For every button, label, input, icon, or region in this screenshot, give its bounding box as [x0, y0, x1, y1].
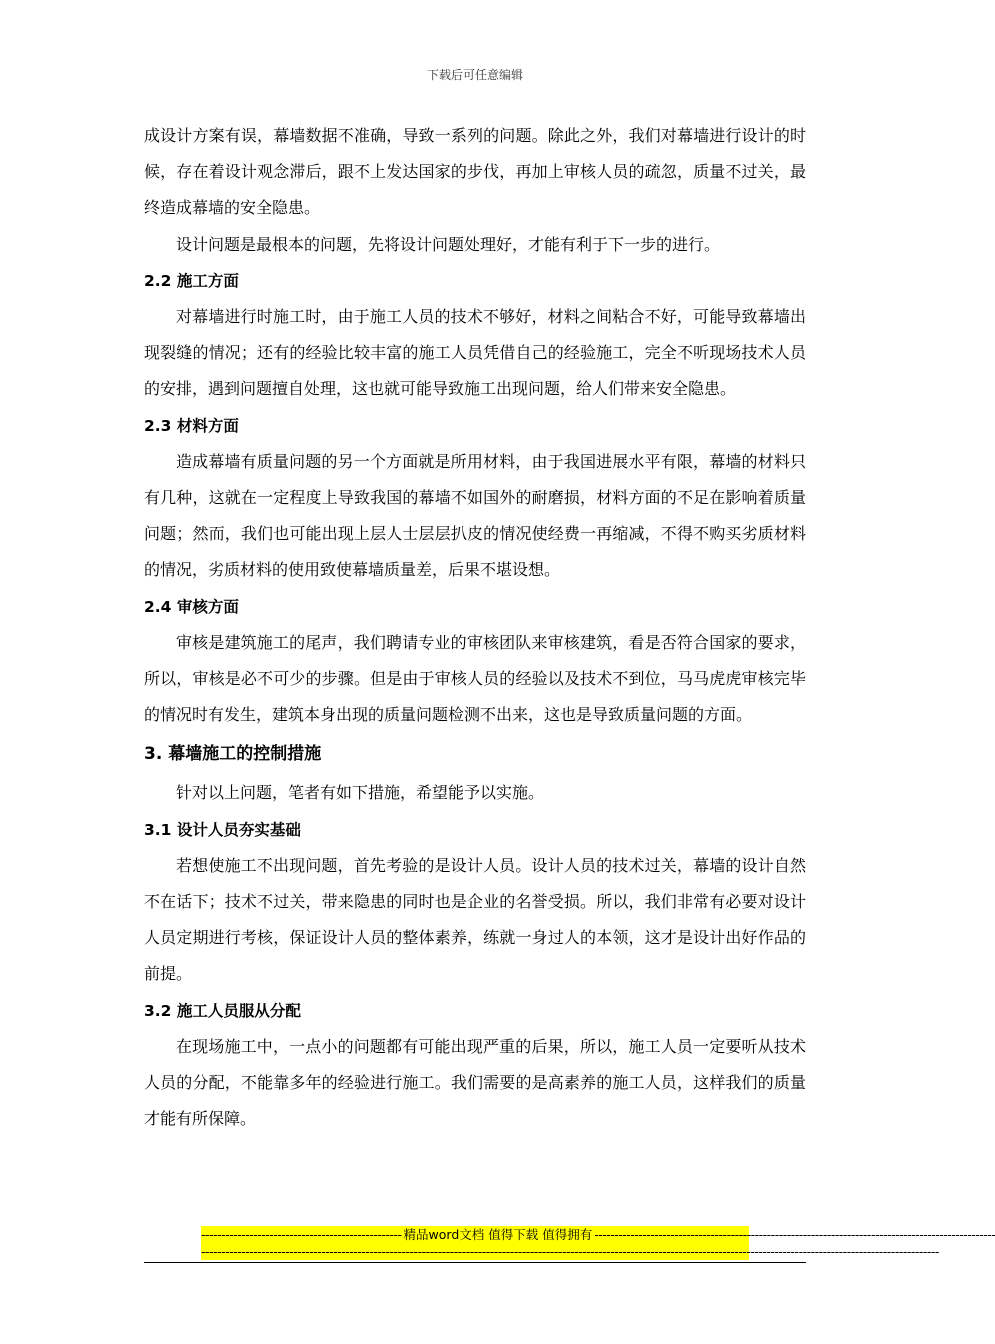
document-body [144, 118, 806, 1137]
paragraph: 针对以上问题，笔者有如下措施，希望能予以实施。 [176, 783, 545, 803]
footer-banner-line-2 [201, 1243, 939, 1260]
paragraph: 若想使施工不出现问题，首先考验的是设计人员。设计人员的技术过关，幕墙的设计自然不在话下；技术不过关，带来隐患的同时也是企业的名誉受损。所以，我们非常有必要对设计人员定期进行考核，保证设计人员的整体素养，练就一身过人的本领，这才是设计出好作品的前提。 [144, 855, 806, 984]
subsection-heading: 2.2 施工方面 [144, 271, 239, 290]
footer-banner-text: 精品word文档 值得下载 值得拥有 [403, 1227, 593, 1242]
subsection-heading: 2.3 材料方面 [144, 416, 239, 435]
paragraph: 成设计方案有误，幕墙数据不准确，导致一系列的问题。除此之外，我们对幕墙进行设计的时候，存在着设计观念滞后，跟不上发达国家的步伐，再加上审核人员的疏忽，质量不过关，最终造成幕墙的安全隐患。 [144, 126, 806, 218]
footer-dashes-left: -------------------------------------------------- [201, 1227, 402, 1242]
footer-banner [201, 1226, 995, 1260]
section-heading: 3. 幕墙施工的控制措施 [144, 744, 322, 765]
footer-rule [144, 1262, 806, 1263]
paragraph: 对幕墙进行时施工时，由于施工人员的技术不够好，材料之间粘合不好，可能导致幕墙出现裂缝的情况；还有的经验比较丰富的施工人员凭借自己的经验施工，完全不听现场技术人员的安排，遇到问题擅自处理，这也就可能导致施工出现问题，给人们带来安全隐患。 [144, 307, 806, 399]
paragraph: 在现场施工中，一点小的问题都有可能出现严重的后果，所以，施工人员一定要听从技术人员的分配，不能靠多年的经验进行施工。我们需要的是高素养的施工人员，这样我们的质量才能有所保障。 [144, 1036, 806, 1129]
footer-dashes-right: ---------------------------------------------------------------------------------------------------- [594, 1227, 995, 1242]
paragraph: 审核是建筑施工的尾声，我们聘请专业的审核团队来审核建筑，看是否符合国家的要求，所以，审核是必不可少的步骤。但是由于审核人员的经验以及技术不到位，马马虎虎审核完毕的情况时有发生，建筑本身出现的质量问题检测不出来，这也是导致质量问题的方面。 [144, 632, 806, 725]
footer-dashes-full: ---------------------------------------------------------------------------------------------------------------------------------------------------------------------------------------- [201, 1244, 939, 1259]
subsection-heading: 3.1 设计人员夯实基础 [144, 820, 301, 839]
footer-banner-line-1 [201, 1226, 995, 1243]
paragraph: 造成幕墙有质量问题的另一个方面就是所用材料，由于我国进展水平有限，幕墙的材料只有几种，这就在一定程度上导致我国的幕墙不如国外的耐磨损，材料方面的不足在影响着质量问题；然而，我们也可能出现上层人士层层扒皮的情况使经费一再缩减，不得不购买劣质材料的情况，劣质材料的使用致使幕墙质量差，后果不堪设想。 [144, 451, 806, 580]
subsection-heading: 3.2 施工人员服从分配 [144, 1001, 301, 1020]
subsection-heading: 2.4 审核方面 [144, 597, 239, 616]
paragraph: 设计问题是最根本的问题，先将设计问题处理好，才能有利于下一步的进行。 [176, 234, 721, 254]
page-header: 下载后可任意编辑 [426, 68, 523, 82]
